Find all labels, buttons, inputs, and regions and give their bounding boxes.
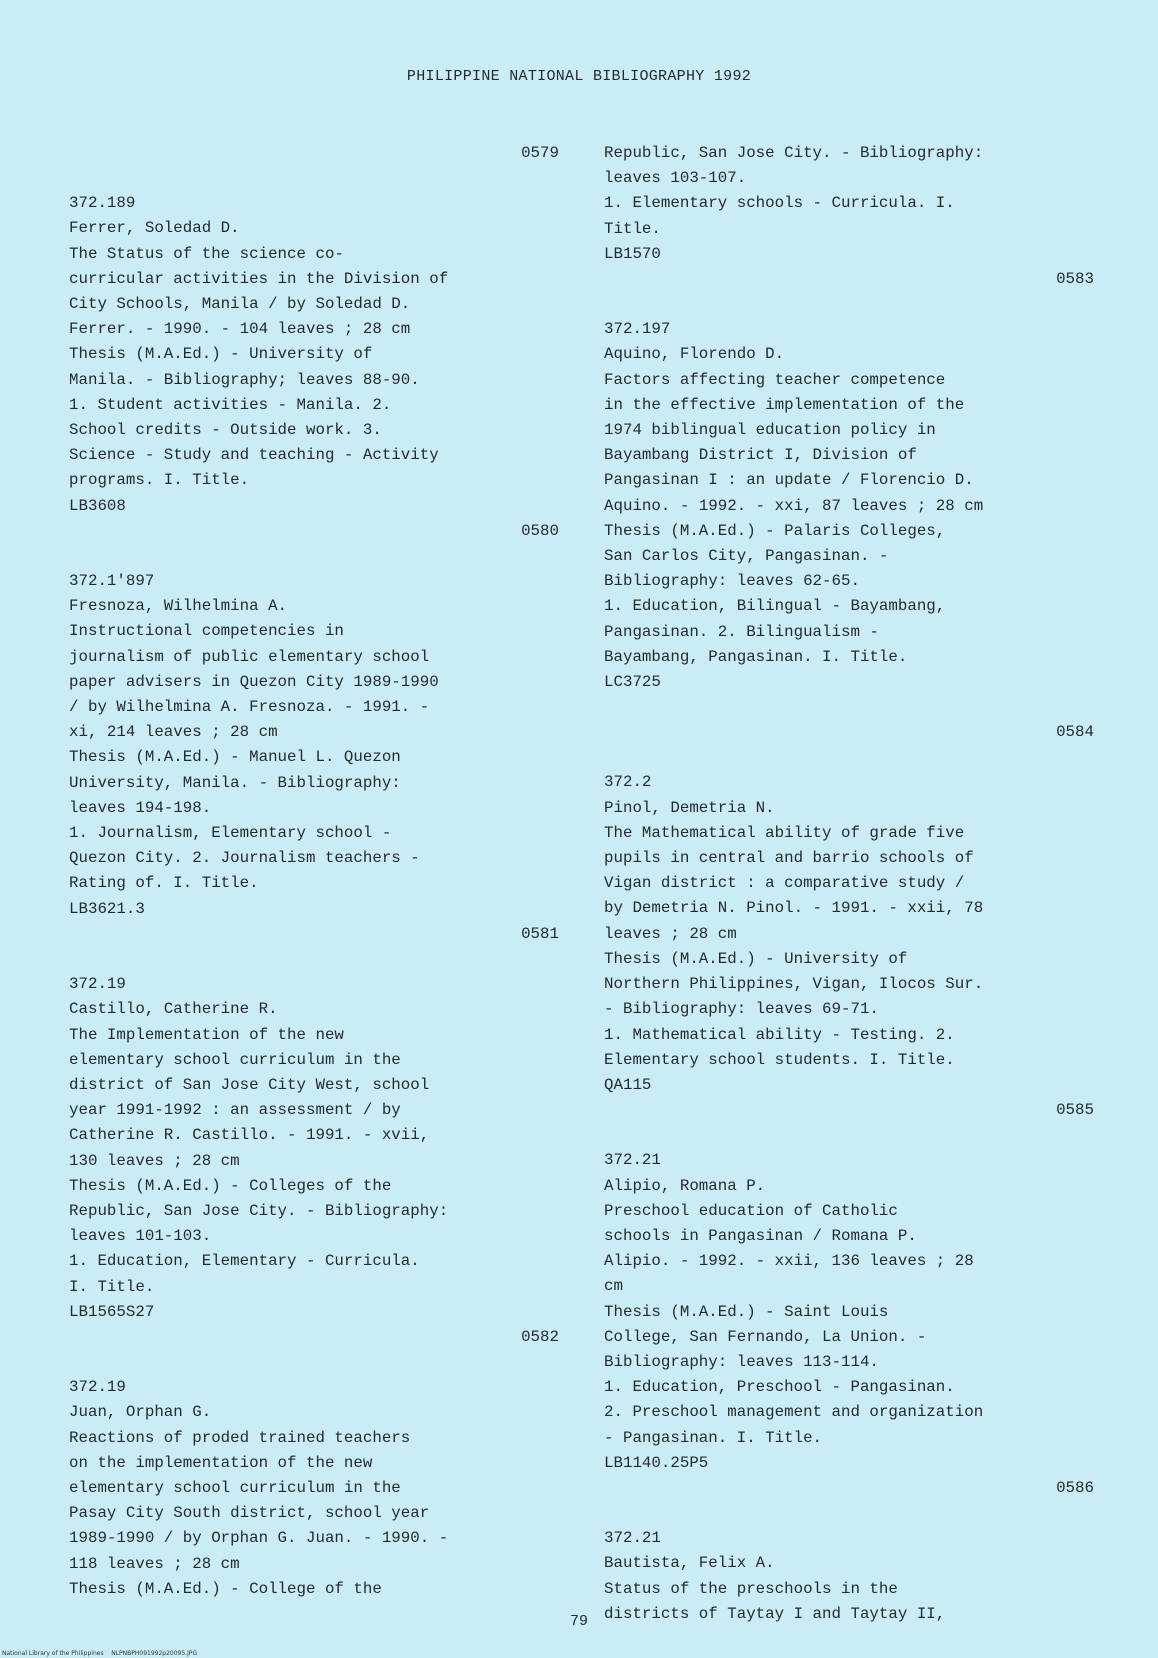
- text-line: Fresnoza, Wilhelmina A.: [69, 597, 288, 616]
- text-line: curricular activities in the Division of: [69, 269, 449, 288]
- text-line: Republic, San Jose City. - Bibliography:: [69, 1201, 449, 1220]
- text-line: The Status of the science co-: [69, 244, 344, 263]
- text-line: LB1140.25P5: [604, 1453, 709, 1472]
- entry-number: 0581: [521, 924, 559, 943]
- text-line: LB3608: [69, 496, 126, 515]
- text-line: leaves ; 28 cm: [604, 924, 737, 943]
- text-line: cm: [604, 1277, 623, 1296]
- text-line: The Implementation of the new: [69, 1025, 344, 1044]
- text-line: Republic, San Jose City. - Bibliography:: [604, 144, 984, 162]
- text-line: The Mathematical ability of grade five: [604, 823, 965, 842]
- text-line: 372.19: [69, 975, 126, 994]
- text-line: Thesis (M.A.Ed.) - Saint Louis: [604, 1302, 889, 1321]
- text-line: LB3621.3: [69, 899, 145, 918]
- text-line: leaves 101-103.: [69, 1227, 212, 1246]
- left-column: [69, 141, 559, 1602]
- text-line: Catherine R. Castillo. - 1991. - xvii,: [69, 1126, 430, 1145]
- text-line: Ferrer, Soledad D.: [69, 219, 240, 238]
- text-line: leaves 103-107.: [604, 169, 747, 188]
- text-line: 1. Education, Elementary - Curricula.: [69, 1252, 420, 1271]
- text-line: Factors affecting teacher competence: [604, 370, 946, 389]
- text-line: 372.2: [604, 773, 652, 792]
- text-line: district of San Jose City West, school: [69, 1075, 430, 1094]
- text-line: City Schools, Manila / by Soledad D.: [69, 295, 411, 314]
- text-line: Vigan district : a comparative study /: [604, 874, 965, 893]
- text-line: 1. Student activities - Manila. 2.: [69, 395, 392, 414]
- text-line: Instructional competencies in: [69, 622, 344, 641]
- text-line: Ferrer. - 1990. - 104 leaves ; 28 cm: [69, 320, 411, 339]
- text-line: Aquino. - 1992. - xxi, 87 leaves ; 28 cm: [604, 496, 984, 515]
- spacer: [604, 695, 1094, 720]
- text-line: Pasay City South district, school year: [69, 1504, 430, 1523]
- text-line: Rating of. I. Title.: [69, 874, 259, 893]
- text-line: Alipio. - 1992. - xxii, 136 leaves ; 28: [604, 1252, 974, 1271]
- spacer: [69, 166, 559, 191]
- text-line: Pinol, Demetria N.: [604, 798, 775, 817]
- entry-number: 0580: [521, 521, 559, 540]
- text-line: year 1991-1992 : an assessment / by: [69, 1101, 401, 1120]
- text-line: Title.: [604, 219, 661, 238]
- text-line: 372.1'897: [69, 572, 155, 591]
- text-line: Pangasinan. 2. Bilingualism -: [604, 622, 879, 641]
- text-line: pupils in central and barrio schools of: [604, 849, 974, 868]
- text-line: Thesis (M.A.Ed.) - University of: [69, 345, 373, 364]
- right-column: [604, 141, 1094, 1627]
- text-line: Thesis (M.A.Ed.) - Manuel L. Quezon: [69, 748, 401, 767]
- text-line: / by Wilhelmina A. Fresnoza. - 1991. -: [69, 698, 430, 717]
- text-line: Castillo, Catherine R.: [69, 1000, 278, 1019]
- text-line: 1. Mathematical ability - Testing. 2.: [604, 1025, 955, 1044]
- text-line: 1974 biblingual education policy in: [604, 421, 936, 440]
- text-line: Thesis (M.A.Ed.) - College of the: [69, 1579, 382, 1598]
- entry-number: 0585: [1056, 1101, 1094, 1120]
- text-line: Northern Philippines, Vigan, Ilocos Sur.: [604, 975, 984, 994]
- text-line: 130 leaves ; 28 cm: [69, 1151, 240, 1170]
- spacer: [69, 544, 559, 569]
- text-line: Reactions of proded trained teachers: [69, 1428, 411, 1447]
- text-line: 1. Education, Preschool - Pangasinan.: [604, 1378, 955, 1397]
- text-line: Science - Study and teaching - Activity: [69, 446, 439, 465]
- spacer: [604, 745, 1094, 770]
- entry-number: 0584: [1056, 723, 1094, 742]
- text-line: Bibliography: leaves 62-65.: [604, 572, 860, 591]
- page-header: PHILIPPINE NATIONAL BIBLIOGRAPHY 1992: [406, 68, 752, 85]
- spacer: [604, 292, 1094, 317]
- entry-number: 0586: [1056, 1478, 1094, 1497]
- text-line: Elementary school students. I. Title.: [604, 1050, 955, 1069]
- text-line: journalism of public elementary school: [69, 647, 430, 666]
- spacer: [69, 947, 559, 972]
- text-line: schools in Pangasinan / Romana P.: [604, 1226, 917, 1245]
- text-line: 118 leaves ; 28 cm: [69, 1554, 240, 1573]
- spacer: [604, 1123, 1094, 1148]
- text-line: by Demetria N. Pinol. - 1991. - xxii, 78: [604, 899, 984, 918]
- text-line: San Carlos City, Pangasinan. -: [604, 547, 889, 566]
- text-line: QA115: [604, 1075, 652, 1094]
- text-line: elementary school curriculum in the: [69, 1478, 401, 1497]
- text-line: - Bibliography: leaves 69-71.: [604, 1000, 879, 1019]
- entry-number: 0579: [521, 144, 559, 162]
- text-line: Thesis (M.A.Ed.) - Palaris Colleges,: [604, 521, 946, 540]
- text-line: Bibliography: leaves 113-114.: [604, 1352, 879, 1371]
- text-line: Preschool education of Catholic: [604, 1201, 898, 1220]
- text-line: Bayambang, Pangasinan. I. Title.: [604, 647, 908, 666]
- text-line: LB1565S27: [69, 1302, 155, 1321]
- text-line: - Pangasinan. I. Title.: [604, 1428, 823, 1447]
- text-line: 372.197: [604, 320, 671, 339]
- text-line: on the implementation of the new: [69, 1453, 373, 1472]
- page-number: 79: [569, 1613, 588, 1630]
- text-line: xi, 214 leaves ; 28 cm: [69, 723, 278, 742]
- text-line: 1989-1990 / by Orphan G. Juan. - 1990. -: [69, 1529, 449, 1548]
- text-line: leaves 194-198.: [69, 798, 212, 817]
- text-line: 372.189: [69, 194, 136, 213]
- text-line: Aquino, Florendo D.: [604, 345, 785, 364]
- entry-number: 0582: [521, 1327, 559, 1346]
- text-line: School credits - Outside work. 3.: [69, 421, 382, 440]
- text-line: 372.21: [604, 1529, 661, 1548]
- scan-credit: National Library of the Philippines NLPNBPH091992p20095.JPG: [2, 1650, 198, 1657]
- text-line: 372.21: [604, 1151, 661, 1170]
- text-line: 1. Elementary schools - Curricula. I.: [604, 194, 955, 213]
- text-line: 2. Preschool management and organization: [604, 1403, 984, 1422]
- spacer: [69, 1350, 559, 1375]
- spacer: [604, 1501, 1094, 1526]
- text-line: programs. I. Title.: [69, 471, 250, 490]
- text-line: in the effective implementation of the: [604, 395, 965, 414]
- text-line: Thesis (M.A.Ed.) - University of: [604, 949, 908, 968]
- text-line: Status of the preschools in the: [604, 1579, 898, 1598]
- text-line: Manila. - Bibliography; leaves 88-90.: [69, 370, 420, 389]
- text-line: Thesis (M.A.Ed.) - Colleges of the: [69, 1176, 392, 1195]
- text-line: Alipio, Romana P.: [604, 1176, 766, 1195]
- text-line: LB1570: [604, 244, 661, 263]
- text-line: 1. Education, Bilingual - Bayambang,: [604, 597, 946, 616]
- text-line: paper advisers in Quezon City 1989-1990: [69, 672, 439, 691]
- text-line: Pangasinan I : an update / Florencio D.: [604, 471, 974, 490]
- text-line: Bautista, Felix A.: [604, 1554, 775, 1573]
- text-line: 372.19: [69, 1378, 126, 1397]
- text-line: University, Manila. - Bibliography:: [69, 773, 401, 792]
- text-line: LC3725: [604, 673, 661, 692]
- text-line: elementary school curriculum in the: [69, 1050, 401, 1069]
- text-line: Juan, Orphan G.: [69, 1403, 212, 1422]
- text-line: College, San Fernando, La Union. -: [604, 1327, 927, 1346]
- text-line: 1. Journalism, Elementary school -: [69, 824, 392, 843]
- text-line: districts of Taytay I and Taytay II,: [604, 1604, 946, 1623]
- text-line: Bayambang District I, Division of: [604, 446, 917, 465]
- text-line: Quezon City. 2. Journalism teachers -: [69, 849, 420, 868]
- text-line: I. Title.: [69, 1277, 155, 1296]
- entry-number: 0583: [1056, 270, 1094, 289]
